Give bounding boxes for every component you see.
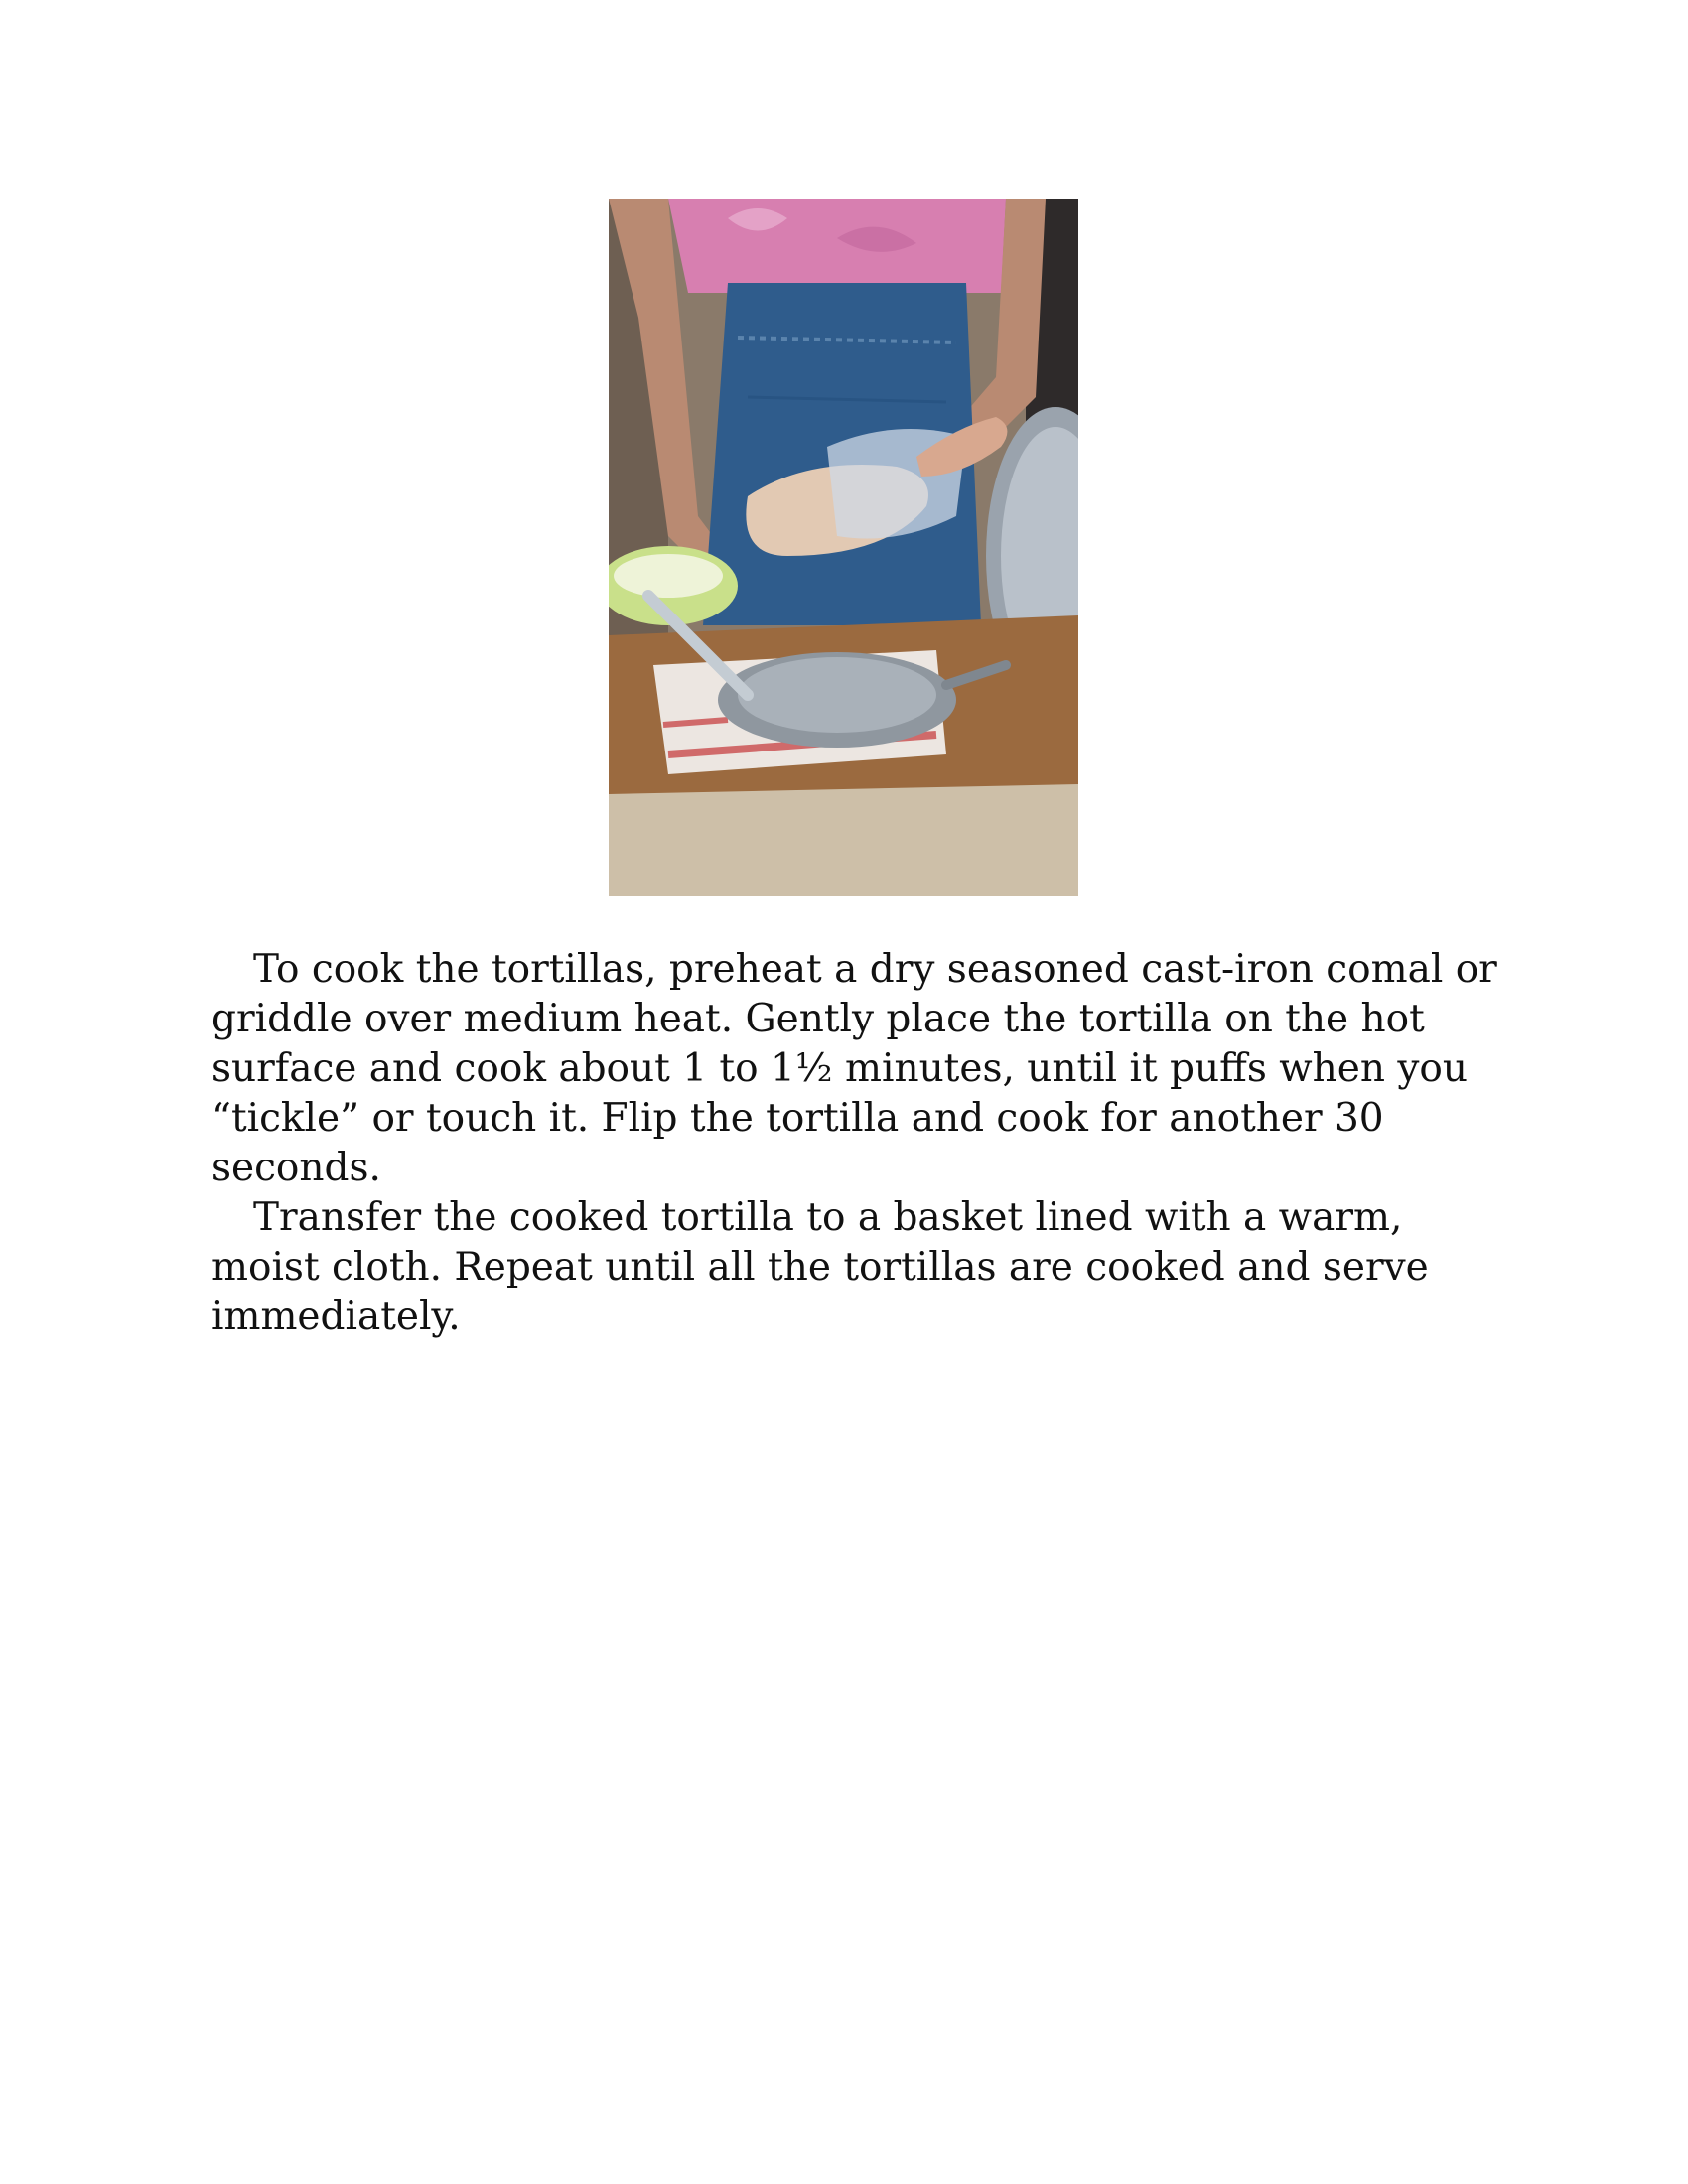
tortilla-press-photo (609, 199, 1078, 896)
recipe-instructions (211, 945, 1502, 1342)
photo-illustration (609, 199, 1078, 896)
instruction-paragraph: To cook the tortillas, preheat a dry seasoned cast-iron comal or griddle over medium heat. Gently place the tortilla on the hot surface and cook about 1 to 1½ minutes, until it puffs when you “tickle” or touch it. Flip the tortilla and cook for another 30 seconds. (211, 947, 1497, 1190)
instruction-paragraph: Transfer the cooked tortilla to a basket lined with a warm, moist cloth. Repeat until all the tortillas are cooked and serve immediately. (211, 1195, 1429, 1339)
